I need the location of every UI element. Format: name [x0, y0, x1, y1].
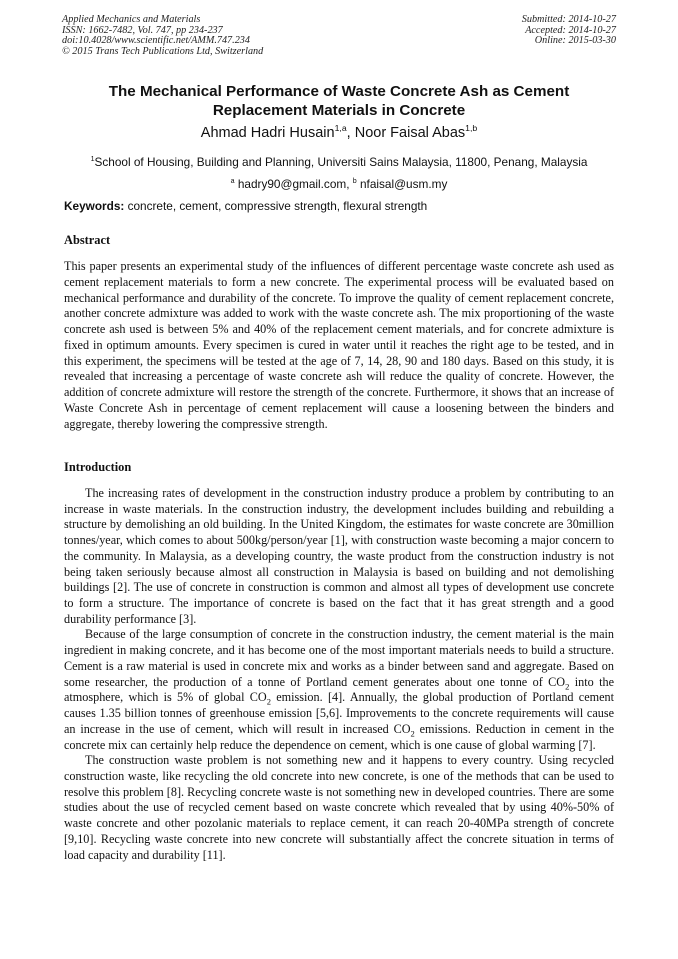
- email-a-sup: a: [230, 177, 235, 186]
- intro-p2-part-2: into the atmosphere, which is 5% of global CO: [64, 674, 614, 705]
- intro-p2-part-3: emission. [4]. Annually, the global production of Portland cement causes 1.35 billion tonnes of greenhouse emission [5,6]. Improvements to the concrete requirements will cause an increase in the use of cement, which will result in increased CO: [64, 690, 614, 736]
- affiliation-sup: 1: [90, 155, 95, 164]
- title-line-2: Replacement Materials in Concrete: [212, 102, 466, 119]
- intro-p2-part-1: Because of the large consumption of concrete in the construction industry, the cement material is the main ingredient in making concrete, and it has become one of the most important materials needs to build a structure. Cement is a raw material is used in concrete mix and works as a binder between sand and aggregate. Based on some researcher, the production of a tonne of Portland cement generates about one tonne of CO: [64, 627, 614, 689]
- email-b-sup: b: [352, 177, 357, 186]
- doi-line[interactable]: doi:10.4028/www.scientific.net/AMM.747.234: [62, 35, 250, 47]
- author-1-affil-sup: 1,a: [334, 123, 347, 134]
- introduction-heading: Introduction: [64, 460, 132, 474]
- author-separator: ,: [346, 125, 355, 141]
- author-emails: [40, 177, 638, 192]
- publication-dates: [522, 15, 616, 47]
- journal-name: Applied Mechanics and Materials: [62, 14, 201, 25]
- introduction-body: [64, 486, 614, 863]
- keywords-text: concrete, cement, compressive strength, flexural strength: [124, 199, 428, 213]
- abstract-body: This paper presents an experimental study of the influences of different percentage waste concrete ash used as cement replacement materials to form a new concrete. The experimental process will be evaluated based on mechanical performance and durability of the concrete. To improve the quality of cement replacement concrete, another concrete admixture was added to work with the waste concrete ash. The mix proportioning of the waste concrete ash used is between 5% and 40% of the replacement cement materials, and for concrete admixture is fixed in optimum amounts. Every specimen is cured in water until it reaches the right age to be tested, and in this experiment, the specimens will be tested at the age of 7, 14, 28, 90 and 180 days. Based on this study, it is revealed that increasing a percentage of waste concrete ash will reduce the quality of concrete. However, the addition of concrete admixture will restore the strength of the concrete. Furthermore, it shows that an increase of Waste Concrete Ash in percentage of cement replacement will cause a loosening between the binders and aggregate, thereby lowering the compressive strength.: [64, 259, 614, 431]
- keywords-label: Keywords:: [64, 199, 125, 213]
- affiliation-text: School of Housing, Building and Planning, Universiti Sains Malaysia, 11800, Penang, Malaysia: [94, 155, 588, 169]
- issn-line: ISSN: 1662-7482, Vol. 747, pp 234-237: [62, 24, 223, 36]
- copyright-line: © 2015 Trans Tech Publications Ltd, Switzerland: [62, 45, 264, 57]
- author-2: Noor Faisal Abas: [354, 125, 466, 141]
- co2-subscript: 2: [565, 681, 570, 692]
- co2-subscript: 2: [266, 696, 271, 707]
- author-2-affil-sup: 1,b: [465, 123, 478, 134]
- journal-info: [62, 15, 263, 57]
- co2-subscript: 2: [410, 728, 415, 739]
- intro-paragraph-2: [64, 627, 614, 753]
- intro-p2-part-4: emissions. Reduction in cement in the concrete mix can certainly help reduce the dependence on cement, which is one cause of global warming [7].: [64, 721, 615, 752]
- affiliation: [40, 155, 638, 170]
- author-1: Ahmad Hadri Husain: [200, 125, 335, 141]
- paper-title: [40, 82, 638, 120]
- accepted-date: Accepted: 2014-10-27: [525, 24, 616, 36]
- abstract-heading: Abstract: [64, 233, 111, 247]
- email-a[interactable]: hadry90@gmail.com,: [234, 177, 353, 191]
- online-date: Online: 2015-03-30: [534, 35, 616, 47]
- submitted-date: Submitted: 2014-10-27: [521, 14, 616, 25]
- intro-paragraph-3: The construction waste problem is not something new and it happens to every country. Using recycled construction waste, like recycling the old concrete into new concrete, is one of the methods that can be used to resolve this problem [8]. Recycling concrete waste is not something new in developed countries. There are some studies about the use of recycled cement based on waste concrete which revealed that by using 40%-50% of waste concrete and other pozolanic materials to replace cement, it can reach 20-40MPa strength of concrete [9,10]. Recycling waste concrete into new concrete will substantially affect the concrete situation in terms of load capacity and durability [11].: [64, 753, 614, 862]
- intro-paragraph-1: The increasing rates of development in the construction industry produce a problem by contributing to an increase in waste materials. In the construction industry, the development includes building and rebuilding a structure by demolishing an old building. In the United Kingdom, the estimates for waste concrete are 30million tonnes/year, which comes to about 500kg/person/year [1], with construction waste becoming a major concern to the community. In Malaysia, as a developing country, the waste product from the construction industry is not being taken seriously because almost all construction in Malaysia is based on building and not demolishing buildings [2]. The use of concrete in construction is common and almost all types of development use concrete to form a structure. The importance of concrete is based on the fact that it has great strength and a good durability performance [3].: [64, 486, 614, 626]
- keywords: [64, 199, 624, 214]
- title-line-1: The Mechanical Performance of Waste Concrete Ash as Cement: [108, 83, 570, 100]
- author-list: [40, 124, 638, 142]
- email-b[interactable]: nfaisal@usm.my: [356, 177, 448, 191]
